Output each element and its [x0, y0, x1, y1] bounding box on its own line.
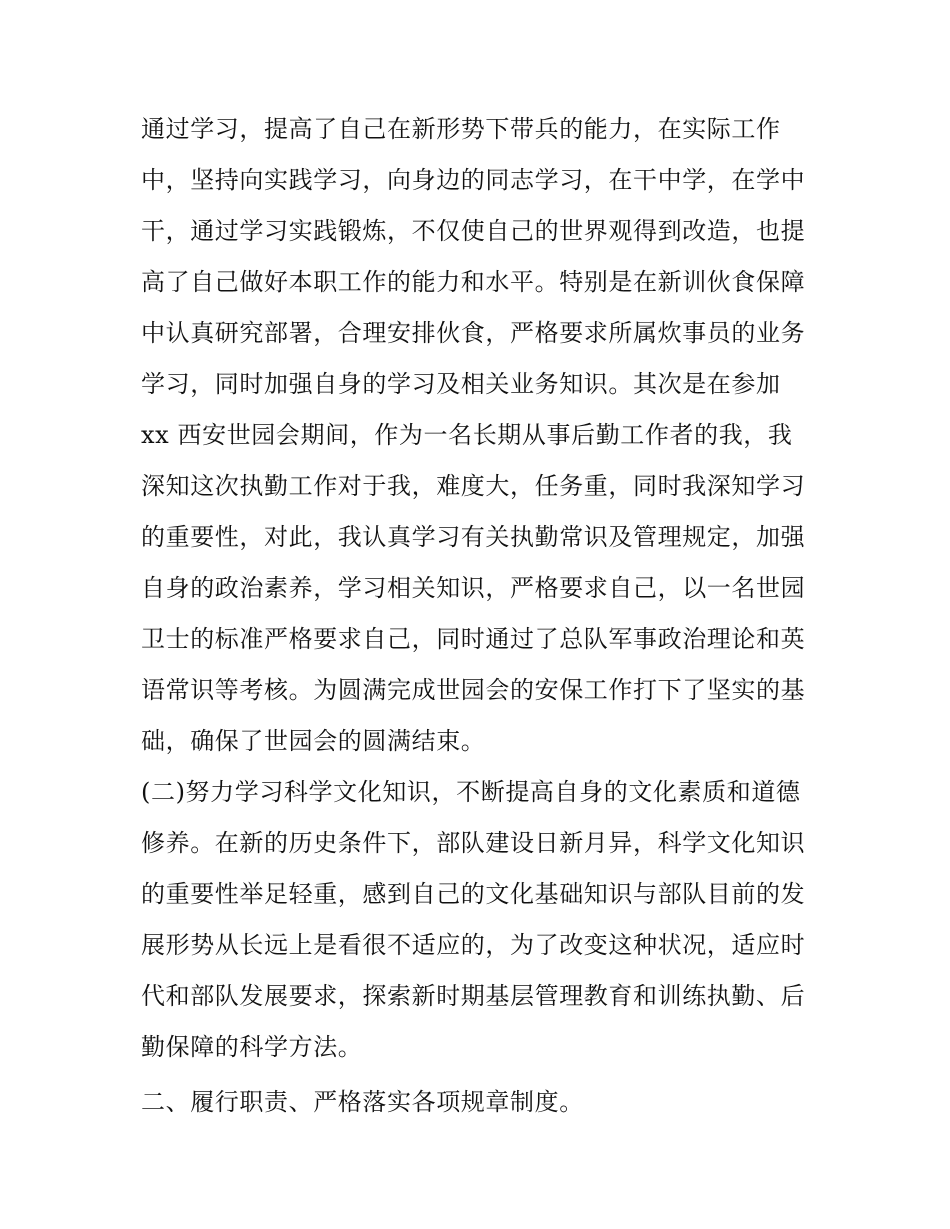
- text-line: 勤保障的科学方法。: [141, 1033, 363, 1061]
- text-line: 自身的政治素养，学习相关知识，严格要求自己，以一名世园: [141, 574, 806, 602]
- text-line: 干，通过学习实践锻炼，不仅使自己的世界观得到改造，也提: [141, 217, 806, 245]
- text-line: 通过学习，提高了自己在新形势下带兵的能力，在实际工作: [141, 115, 781, 143]
- text-line: 中，坚持向实践学习，向身边的同志学习，在干中学，在学中: [141, 166, 806, 194]
- text-line: 展形势从长远上是看很不适应的，为了改变这种状况，适应时: [141, 931, 806, 959]
- text-line: 语常识等考核。为圆满完成世园会的安保工作打下了坚实的基: [141, 676, 806, 704]
- text-line: 的重要性，对此，我认真学习有关执勤常识及管理规定，加强: [141, 523, 806, 551]
- text-line: 学习，同时加强自身的学习及相关业务知识。其次是在参加: [141, 370, 781, 398]
- text-line: 中认真研究部署，合理安排伙食，严格要求所属炊事员的业务: [141, 319, 806, 347]
- text-line: 深知这次执勤工作对于我，难度大，任务重，同时我深知学习: [141, 472, 806, 500]
- text-line: 代和部队发展要求，探索新时期基层管理教育和训练执勤、后: [141, 982, 806, 1010]
- text-line: xx 西安世园会期间，作为一名长期从事后勤工作者的我，我: [141, 421, 793, 449]
- section-heading-line: (二)努力学习科学文化知识，不断提高自身的文化素质和道德: [141, 778, 801, 806]
- document-body: [141, 104, 831, 1128]
- section-heading-line: 二、履行职责、严格落实各项规章制度。: [141, 1088, 584, 1116]
- text-line: 修养。在新的历史条件下，部队建设日新月异，科学文化知识: [141, 829, 806, 857]
- text-line: 卫士的标准严格要求自己，同时通过了总队军事政治理论和英: [141, 625, 806, 653]
- text-line: 高了自己做好本职工作的能力和水平。特别是在新训伙食保障: [141, 268, 806, 296]
- text-line: 础，确保了世园会的圆满结束。: [141, 727, 486, 755]
- text-line: 的重要性举足轻重，感到自己的文化基础知识与部队目前的发: [141, 880, 806, 908]
